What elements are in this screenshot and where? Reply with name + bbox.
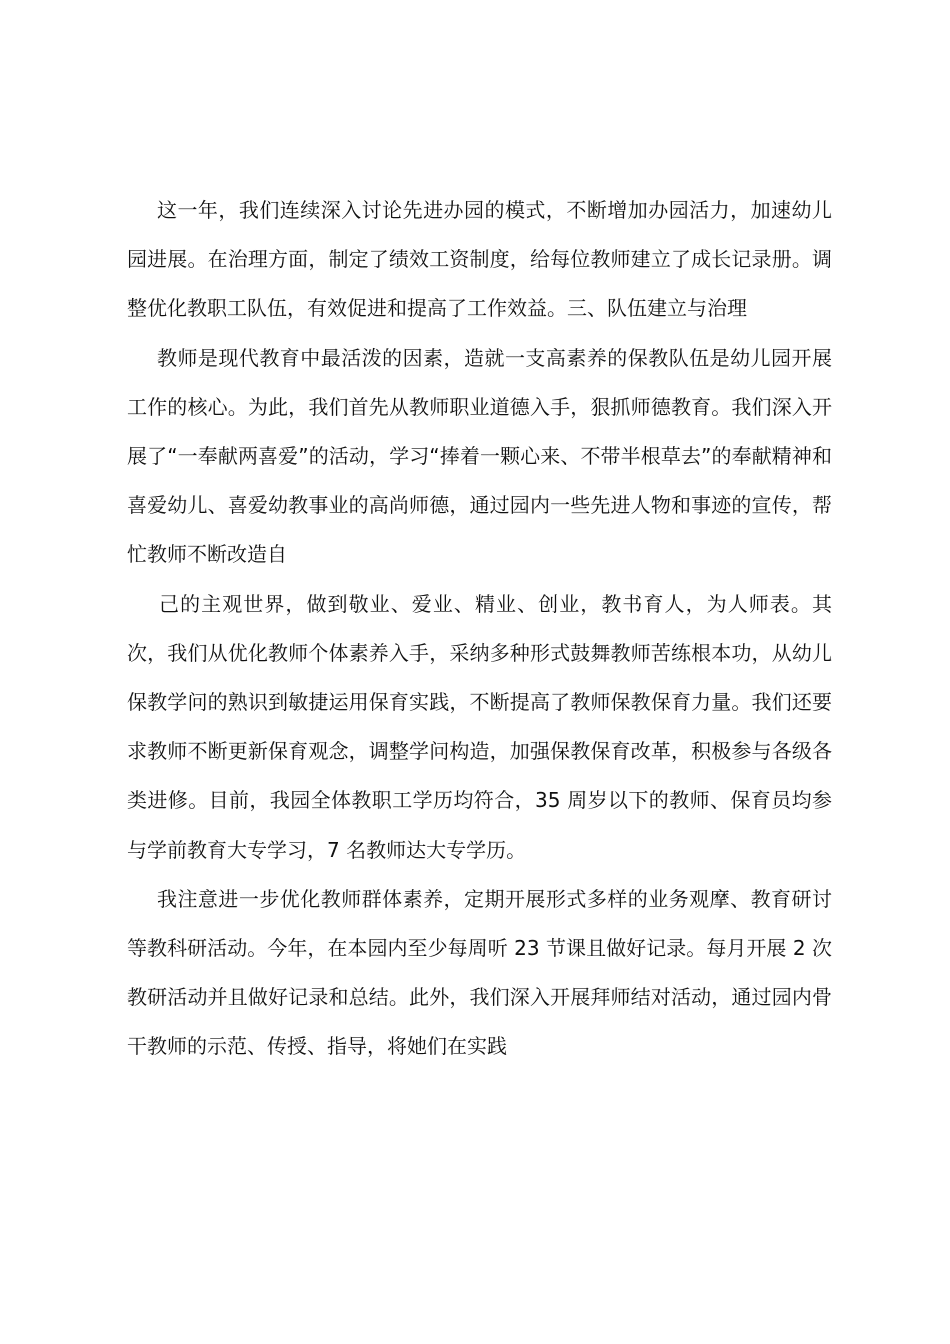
paragraph-3: 己的主观世界，做到敬业、爱业、精业、创业，教书育人，为人师表。其次，我们从优化教师个体素养入手，采纳多种形式鼓舞教师苦练根本功，从幼儿保教学问的熟识到敏捷运用保育实践，不断提高了教师保教保育力量。我们还要求教师不断更新保育观念，调整学问构造，加强保教保育改革，积极参与各级各类进修。目前，我园全体教职工学历均符合，35 周岁以下的教师、保育员均参与学前教育大专学习，7 名教师达大专学历。	[127, 591, 832, 862]
paragraph-4: 我注意进一步优化教师群体素养，定期开展形式多样的业务观摩、教育研讨等教科研活动。今年，在本园内至少每周听 23 节课且做好记录。每月开展 2 次教研活动并且做好记录和总结。此外，我们深入开展拜师结对活动，通过园内骨干教师的示范、传授、指导，将她们在实践	[127, 886, 832, 1059]
paragraph-1: 这一年，我们连续深入讨论先进办园的模式，不断增加办园活力，加速幼儿园进展。在治理方面，制定了绩效工资制度，给每位教师建立了成长记录册。调整优化教职工队伍，有效促进和提高了工作效益。三、队伍建立与治理	[127, 198, 832, 321]
document-body	[127, 186, 832, 1072]
paragraph-2: 教师是现代教育中最活泼的因素，造就一支高素养的保教队伍是幼儿园开展工作的核心。为此，我们首先从教师职业道德入手，狠抓师德教育。我们深入开展了“一奉献两喜爱”的活动，学习“捧着一颗心来、不带半根草去”的奉献精神和喜爱幼儿、喜爱幼教事业的高尚师德，通过园内一些先进人物和事迹的宣传，帮忙教师不断改造自	[127, 345, 832, 567]
